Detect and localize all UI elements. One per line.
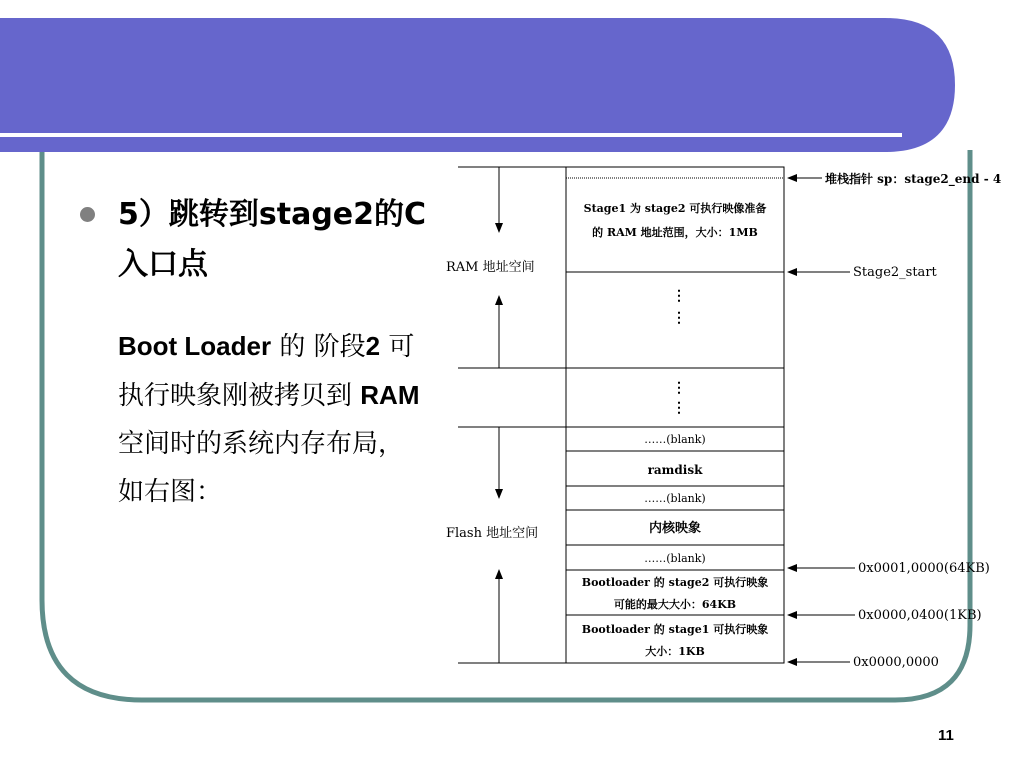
stage1-size-line2: 大小：1KB bbox=[645, 645, 705, 658]
address-64kb-label: 0x0001,0000(64KB) bbox=[858, 561, 990, 576]
address-1kb-label: 0x0000,0400(1KB) bbox=[858, 608, 982, 623]
body-part: 空间时的系统内存布局，如右图： bbox=[118, 429, 405, 507]
vertical-ellipsis-icon: ⋮ bbox=[672, 310, 686, 326]
body-part: 的 阶段 bbox=[271, 332, 366, 362]
body-part: Boot Loader bbox=[118, 331, 272, 361]
stage1-prepare-line1: Stage1 为 stage2 可执行映像准备 bbox=[583, 202, 767, 215]
stage2-max-line2: 可能的最大大小：64KB bbox=[613, 598, 737, 611]
blank-cell-label: ……(blank) bbox=[644, 552, 706, 565]
title-banner bbox=[0, 18, 955, 152]
address-0-label: 0x0000,0000 bbox=[853, 655, 939, 670]
vertical-ellipsis-icon: ⋮ bbox=[672, 288, 686, 304]
kernel-image-cell-label: 内核映象 bbox=[648, 521, 702, 536]
slide-heading: 5）跳转到stage2的C入口点 bbox=[118, 197, 427, 282]
slide-body-text bbox=[118, 322, 428, 516]
vertical-ellipsis-icon: ⋮ bbox=[672, 400, 686, 416]
blank-cell-label: ……(blank) bbox=[644, 492, 706, 505]
body-part: RAM bbox=[360, 380, 420, 410]
ramdisk-cell-label: ramdisk bbox=[647, 463, 703, 477]
stage1-prepare-line2: 的 RAM 地址范围，大小：1MB bbox=[592, 226, 758, 239]
memory-layout-diagram bbox=[440, 160, 1015, 670]
page-number: 11 bbox=[938, 727, 954, 744]
body-part: 2 bbox=[365, 331, 381, 361]
stage2-start-label: Stage2_start bbox=[853, 265, 937, 280]
stage1-size-line1: Bootloader 的 stage1 可执行映象 bbox=[581, 623, 769, 636]
body-part: 可执行映象刚被拷贝到 bbox=[118, 332, 415, 411]
vertical-ellipsis-icon: ⋮ bbox=[672, 380, 686, 396]
ram-region-label: RAM 地址空间 bbox=[446, 260, 535, 275]
bullet-dot bbox=[80, 207, 95, 222]
flash-region-label: Flash 地址空间 bbox=[446, 526, 539, 541]
stack-pointer-label: 堆栈指针 sp：stage2_end - 4 bbox=[825, 172, 1002, 186]
stage2-max-line1: Bootloader 的 stage2 可执行映象 bbox=[581, 576, 769, 589]
blank-cell-label: ……(blank) bbox=[644, 433, 706, 446]
